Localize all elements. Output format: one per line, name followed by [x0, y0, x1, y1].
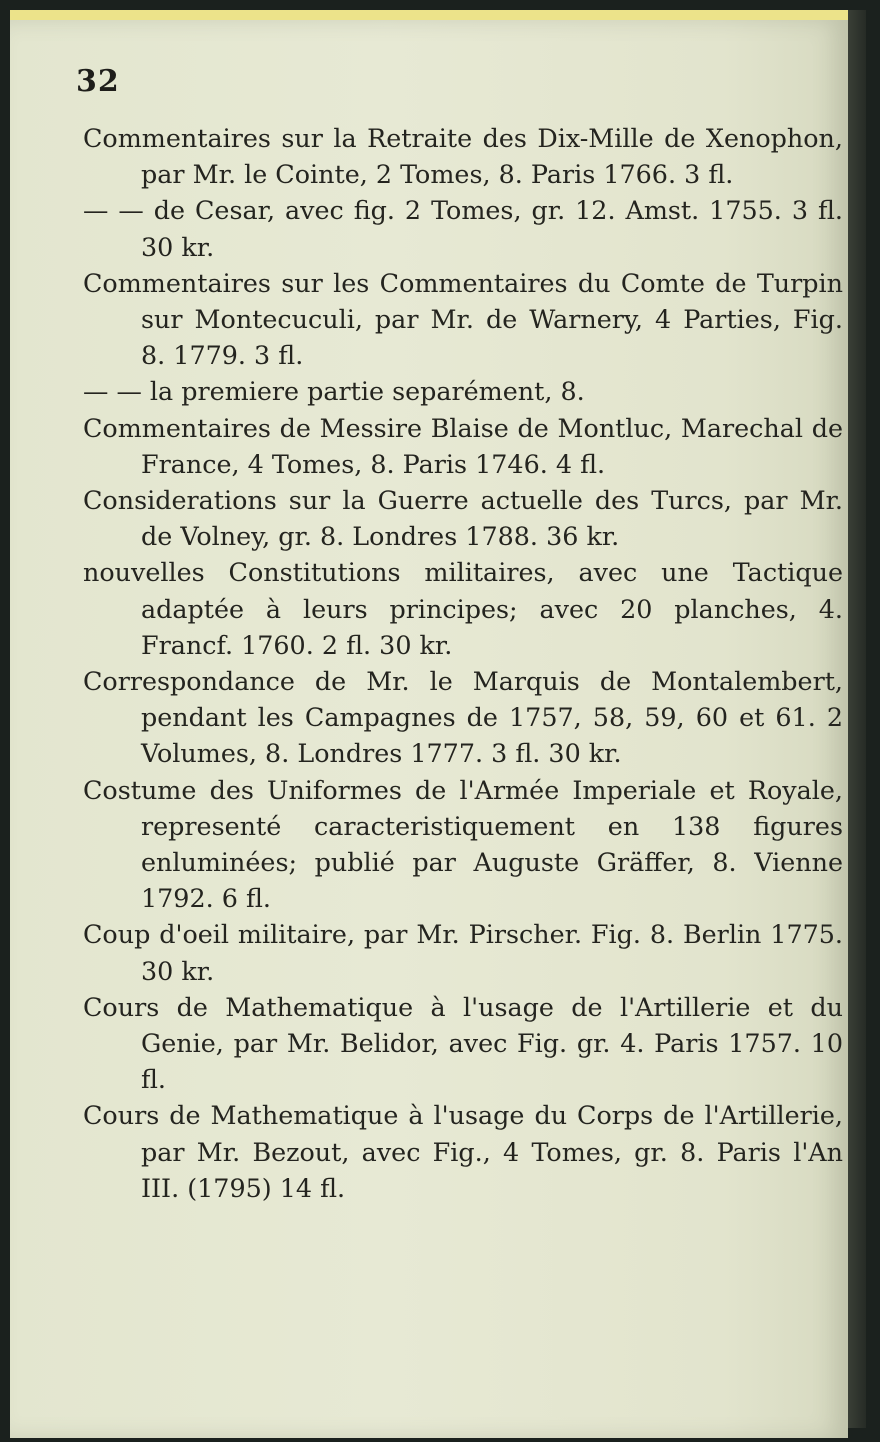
catalogue-entry: Coup d'oeil militaire, par Mr. Pirscher. Fig. 8. Berlin 1775. 30 kr. [83, 919, 843, 986]
catalogue-entry: Commentaires sur la Retraite des Dix-Mille de Xenophon, par Mr. le Cointe, 2 Tomes, 8. Paris 1766. 3 fl. [83, 123, 843, 190]
page-edge-shadow [848, 10, 866, 1428]
page-number: 32 [76, 64, 120, 99]
catalogue-entry: nouvelles Constitutions militaires, avec une Tactique adaptée à leurs principes; avec 20 planches, 4. Francf. 1760. 2 fl. 30 kr. [83, 557, 843, 660]
catalogue-entry: — — de Cesar, avec fig. 2 Tomes, gr. 12. Amst. 1755. 3 fl. 30 kr. [83, 195, 843, 262]
book-page [10, 10, 848, 1438]
catalogue-entry: Correspondance de Mr. le Marquis de Montalembert, pendant les Campagnes de 1757, 58, 59, 60 et 61. 2 Volumes, 8. Londres 1777. 3 fl. 30 kr. [83, 666, 843, 769]
catalogue-entry: Commentaires sur les Commentaires du Comte de Turpin sur Montecuculi, par Mr. de Warnery, 4 Parties, Fig. 8. 1779. 3 fl. [83, 267, 843, 371]
catalogue-entry: Commentaires de Messire Blaise de Montluc, Marechal de France, 4 Tomes, 8. Paris 1746. 4 fl. [83, 412, 843, 479]
catalogue-entry: Considerations sur la Guerre actuelle des Turcs, par Mr. de Volney, gr. 8. Londres 1788. 36 kr. [83, 485, 843, 552]
catalogue-entry: Cours de Mathematique à l'usage du Corps de l'Artillerie, par Mr. Bezout, avec Fig., 4 Tomes, gr. 8. Paris l'An III. (1795) 14 fl. [83, 1100, 843, 1203]
catalogue-entry: — — la premiere partie separément, 8. [83, 376, 585, 407]
catalogue-entry: Costume des Uniformes de l'Armée Imperiale et Royale, representé caracteristiquement en 138 figures enluminées; publié par Auguste Gräffer, 8. Vienne 1792. 6 fl. [83, 774, 843, 914]
catalogue-entries [83, 120, 843, 1206]
catalogue-entry: Cours de Mathematique à l'usage de l'Artillerie et du Genie, par Mr. Belidor, avec Fig. gr. 4. Paris 1757. 10 fl. [83, 991, 843, 1095]
